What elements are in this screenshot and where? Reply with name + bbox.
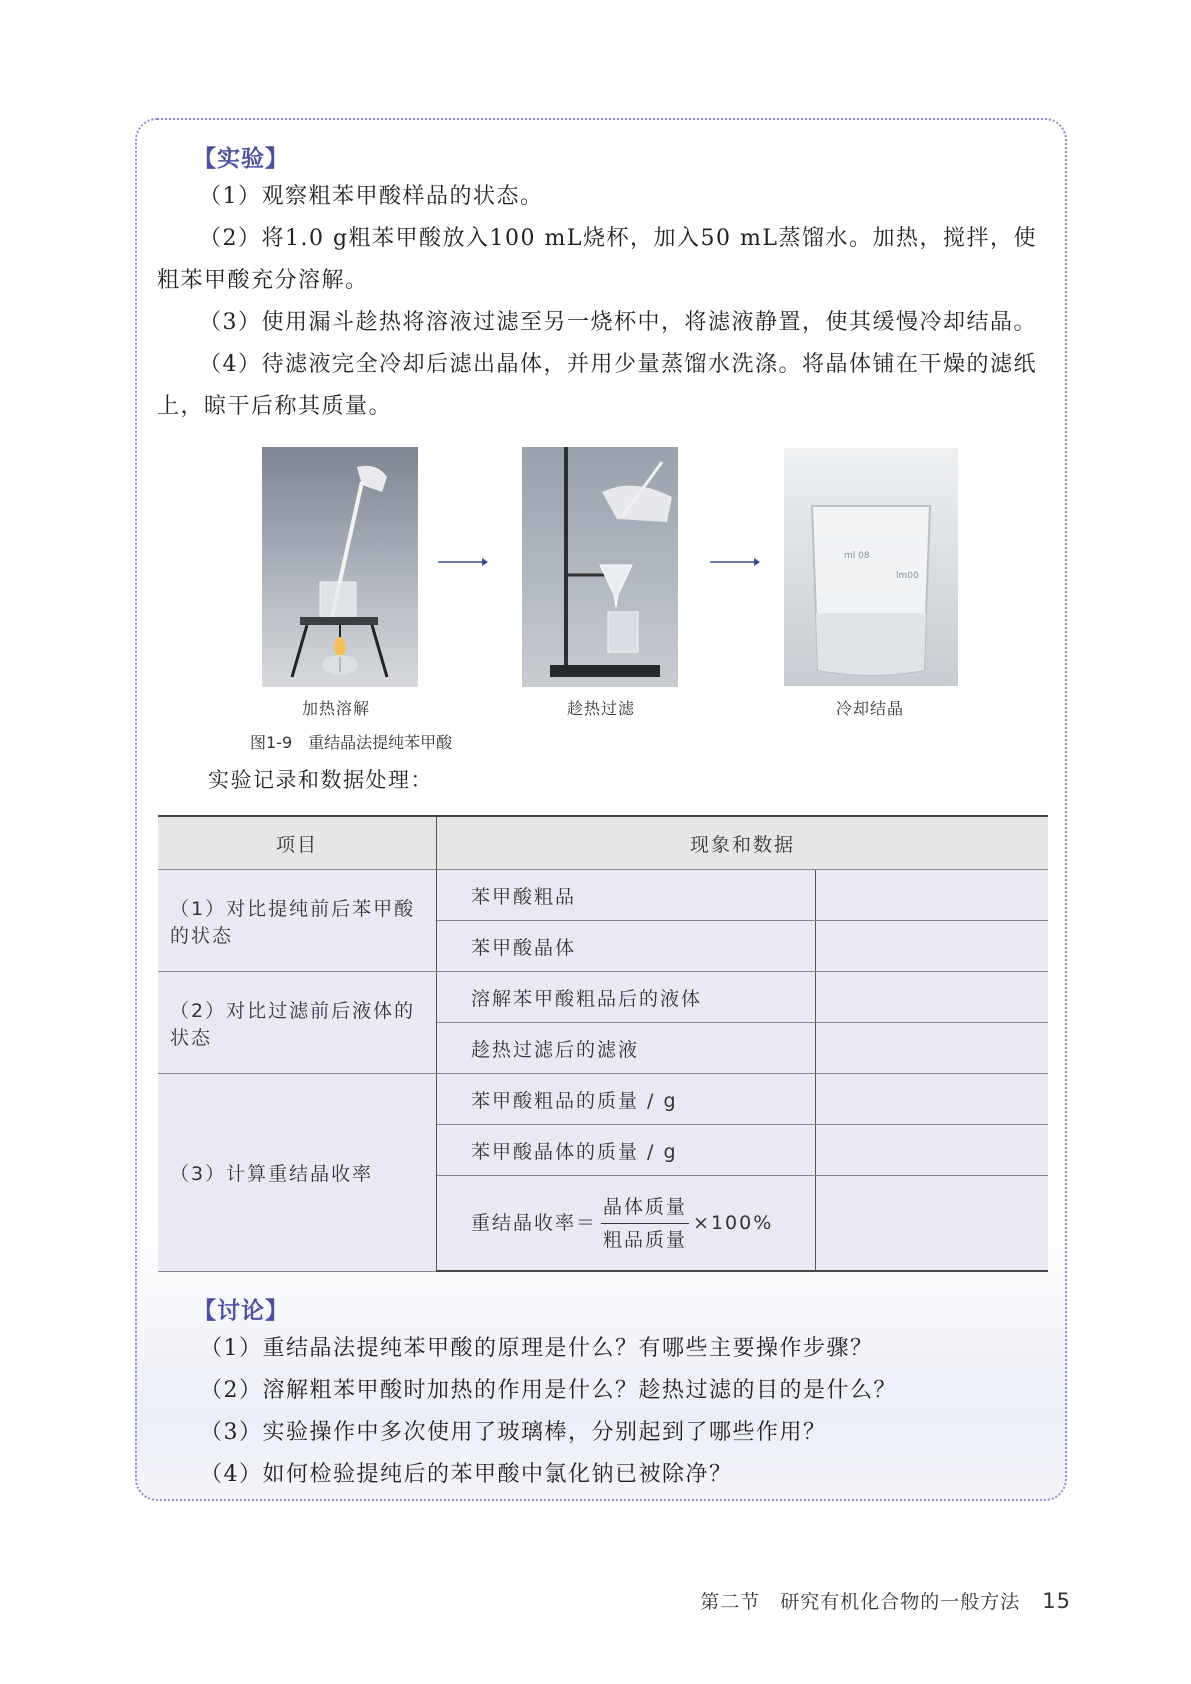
arrow-icon (438, 555, 488, 569)
caption-filtration: 趁热过滤 (567, 699, 636, 718)
experiment-step-2: （2）将1.0 g粗苯甲酸放入100 mL烧杯，加入50 mL蒸馏水。加热，搅拌，使粗苯甲酸充分溶解。 (157, 226, 1037, 293)
sub-item-cell: 苯甲酸粗品 (437, 870, 816, 921)
page-number: 15 (1042, 1589, 1071, 1613)
experiment-step-1: （1）观察粗苯甲酸样品的状态。 (199, 184, 544, 209)
item-cell: （3）计算重结晶收率 (158, 1074, 437, 1272)
data-table (158, 815, 1048, 1272)
experiment-heading: 【实验】 (193, 146, 289, 172)
heating-photo (262, 447, 418, 687)
table-row (158, 1074, 1048, 1125)
sub-item-cell: 苯甲酸晶体的质量 / g (437, 1125, 816, 1176)
caption-crystallization: 冷却结晶 (836, 699, 905, 718)
formula-rhs: ×100% (693, 1211, 774, 1234)
formula-cell (437, 1176, 816, 1272)
table-row (158, 972, 1048, 1023)
data-cell[interactable] (816, 921, 1049, 972)
formula-lhs: 重结晶收率＝ (471, 1211, 598, 1234)
data-cell[interactable] (816, 1176, 1049, 1272)
experiment-step-3: （3）使用漏斗趁热将溶液过滤至另一烧杯中，将滤液静置，使其缓慢冷却结晶。 (199, 310, 1037, 335)
discussion-heading: 【讨论】 (193, 1298, 289, 1324)
figure-title: 图1-9 重结晶法提纯苯甲酸 (250, 733, 453, 752)
data-cell[interactable] (816, 1125, 1049, 1176)
data-cell[interactable] (816, 870, 1049, 921)
discussion-question-1: （1）重结晶法提纯苯甲酸的原理是什么？有哪些主要操作步骤？ (200, 1336, 874, 1361)
discussion-question-2: （2）溶解粗苯甲酸时加热的作用是什么？趁热过滤的目的是什么？ (200, 1378, 897, 1403)
section-title: 第二节 研究有机化合物的一般方法 (700, 1591, 1021, 1613)
sub-item-cell: 苯甲酸晶体 (437, 921, 816, 972)
discussion-question-4: （4）如何检验提纯后的苯甲酸中氯化钠已被除净？ (200, 1462, 733, 1487)
svg-text:lm00: lm00 (896, 571, 919, 581)
sub-item-cell: 苯甲酸粗品的质量 / g (437, 1074, 816, 1125)
crystallization-photo (784, 448, 958, 686)
header-item: 项目 (158, 816, 437, 870)
fraction-numerator: 晶体质量 (601, 1191, 689, 1224)
sub-item-cell: 溶解苯甲酸粗品后的液体 (437, 972, 816, 1023)
data-cell[interactable] (816, 972, 1049, 1023)
sub-item-cell: 趁热过滤后的滤液 (437, 1023, 816, 1074)
item-cell: （1）对比提纯前后苯甲酸的状态 (158, 870, 437, 972)
fraction (601, 1191, 689, 1256)
table-row (158, 870, 1048, 921)
arrow-icon (710, 555, 760, 569)
experiment-step-4: （4）待滤液完全冷却后滤出晶体，并用少量蒸馏水洗涤。将晶体铺在干燥的滤纸上，晾干后称其质量。 (157, 352, 1037, 419)
discussion-question-3: （3）实验操作中多次使用了玻璃棒，分别起到了哪些作用？ (200, 1420, 827, 1445)
header-data: 现象和数据 (437, 816, 1049, 870)
record-title: 实验记录和数据处理： (208, 768, 433, 792)
data-cell[interactable] (816, 1074, 1049, 1125)
item-cell: （2）对比过滤前后液体的状态 (158, 972, 437, 1074)
data-cell[interactable] (816, 1023, 1049, 1074)
svg-text:ml 08: ml 08 (844, 551, 870, 561)
fraction-denominator: 粗品质量 (603, 1228, 688, 1251)
caption-heating: 加热溶解 (302, 699, 371, 718)
filtration-photo (522, 447, 678, 687)
page-footer (700, 1587, 1071, 1614)
table-header-row (158, 816, 1048, 870)
